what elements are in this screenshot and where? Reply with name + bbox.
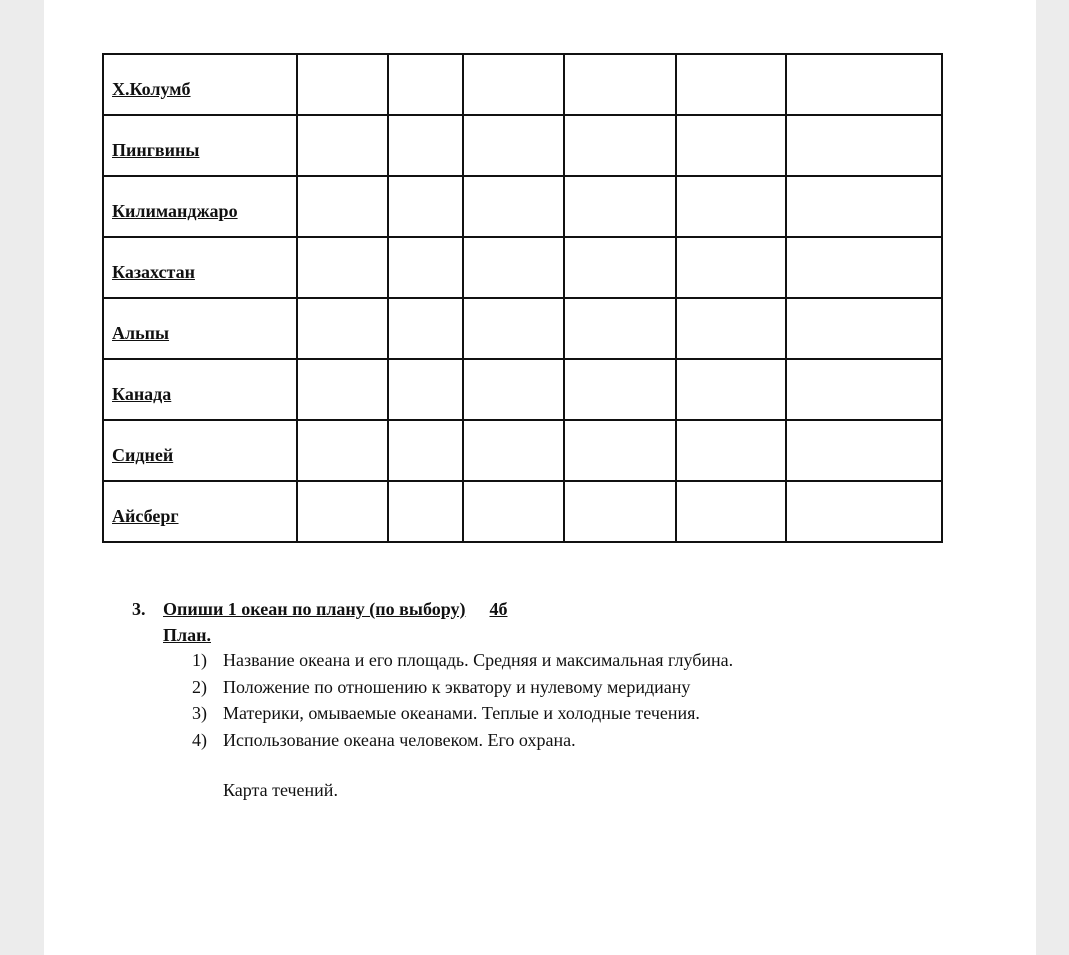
row-label: Х.Колумб	[103, 54, 297, 115]
empty-cell	[786, 54, 942, 115]
empty-cell	[564, 481, 676, 542]
list-item-text: Использование океана человеком. Его охрана.	[223, 729, 576, 750]
empty-cell	[297, 54, 388, 115]
empty-cell	[564, 420, 676, 481]
list-marker: 2)	[192, 676, 207, 697]
empty-cell	[297, 481, 388, 542]
empty-cell	[564, 54, 676, 115]
row-label: Альпы	[103, 298, 297, 359]
empty-cell	[463, 420, 564, 481]
empty-cell	[786, 481, 942, 542]
empty-cell	[463, 237, 564, 298]
empty-cell	[463, 115, 564, 176]
empty-cell	[786, 176, 942, 237]
list-item	[192, 700, 733, 727]
row-label: Пингвины	[103, 115, 297, 176]
document-page	[44, 0, 1036, 955]
empty-cell	[463, 298, 564, 359]
list-item-text: Название океана и его площадь. Средняя и максимальная глубина.	[223, 650, 734, 670]
empty-cell	[786, 359, 942, 420]
table-row	[103, 115, 942, 176]
empty-cell	[388, 359, 463, 420]
empty-cell	[676, 237, 786, 298]
list-item	[192, 674, 733, 701]
table-row	[103, 359, 942, 420]
row-label: Килиманджаро	[103, 176, 297, 237]
row-label: Сидней	[103, 420, 297, 481]
empty-cell	[388, 54, 463, 115]
empty-cell	[297, 176, 388, 237]
empty-cell	[786, 298, 942, 359]
table-row	[103, 298, 942, 359]
empty-cell	[463, 54, 564, 115]
empty-cell	[786, 115, 942, 176]
empty-cell	[297, 420, 388, 481]
empty-cell	[388, 176, 463, 237]
list-marker: 1)	[192, 650, 207, 670]
table-row	[103, 237, 942, 298]
row-label: Канада	[103, 359, 297, 420]
task-title: Опиши 1 океан по плану (по выбору)	[163, 599, 466, 619]
empty-cell	[297, 115, 388, 176]
empty-cell	[786, 420, 942, 481]
row-label: Айсберг	[103, 481, 297, 542]
empty-cell	[388, 481, 463, 542]
row-label: Казахстан	[103, 237, 297, 298]
map-label: Карта течений.	[223, 780, 338, 800]
empty-cell	[463, 481, 564, 542]
empty-cell	[676, 298, 786, 359]
empty-cell	[676, 115, 786, 176]
plan-heading: План.	[163, 625, 211, 645]
empty-cell	[564, 115, 676, 176]
empty-cell	[297, 359, 388, 420]
empty-cell	[564, 359, 676, 420]
list-item	[192, 647, 733, 674]
empty-cell	[463, 359, 564, 420]
table-row	[103, 176, 942, 237]
empty-cell	[388, 420, 463, 481]
empty-cell	[564, 176, 676, 237]
empty-cell	[564, 298, 676, 359]
list-item-text: Положение по отношению к экватору и нулевому меридиану	[223, 676, 691, 697]
task-number: 3.	[132, 599, 146, 619]
empty-cell	[676, 176, 786, 237]
empty-cell	[297, 298, 388, 359]
empty-cell	[297, 237, 388, 298]
table-row	[103, 54, 942, 115]
list-item-text: Материки, омываемые океанами. Теплые и холодные течения.	[223, 703, 700, 723]
empty-cell	[676, 359, 786, 420]
list-item	[192, 727, 733, 754]
task-points: 4б	[489, 599, 508, 619]
empty-cell	[676, 481, 786, 542]
empty-cell	[388, 115, 463, 176]
table-row	[103, 481, 942, 542]
empty-cell	[463, 176, 564, 237]
list-marker: 3)	[192, 703, 207, 723]
list-marker: 4)	[192, 729, 207, 750]
empty-cell	[786, 237, 942, 298]
fill-in-table	[102, 53, 943, 543]
empty-cell	[676, 54, 786, 115]
task-title-line	[163, 596, 507, 622]
empty-cell	[676, 420, 786, 481]
empty-cell	[388, 237, 463, 298]
empty-cell	[388, 298, 463, 359]
table-row	[103, 420, 942, 481]
plan-steps-list	[192, 647, 733, 753]
empty-cell	[564, 237, 676, 298]
